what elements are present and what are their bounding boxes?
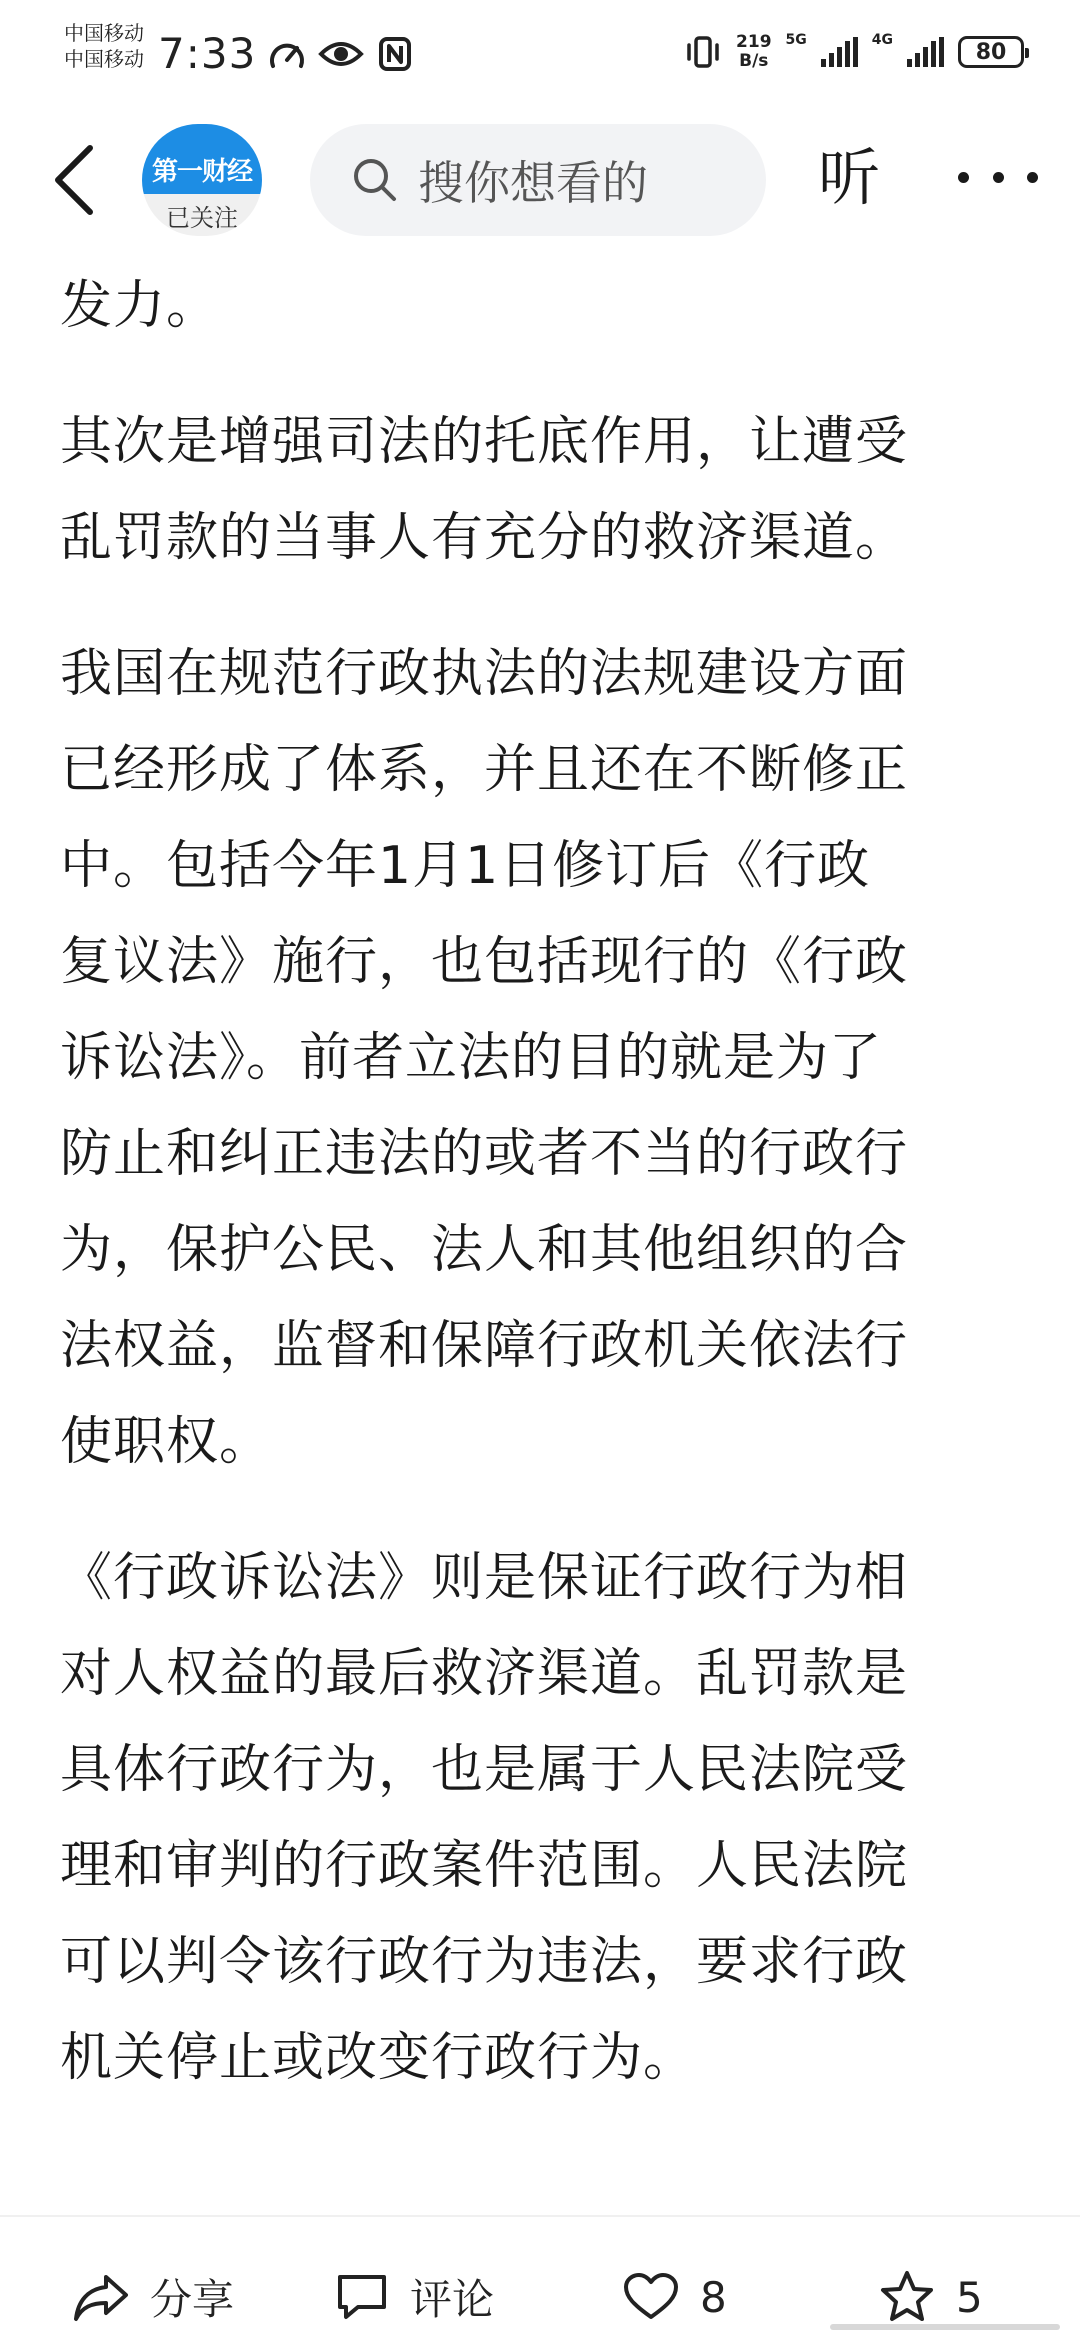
nfc-icon xyxy=(378,36,412,72)
vibrate-icon xyxy=(684,34,722,70)
search-placeholder: 搜你想看的 xyxy=(418,156,648,210)
battery-level: 80 xyxy=(975,39,1007,65)
status-icons-right xyxy=(684,28,1024,76)
article-line: 防止和纠正违法的或者不当的行政行 xyxy=(60,1124,909,1184)
share-icon xyxy=(72,2271,130,2323)
article-line: 对人权益的最后救济渠道。乱罚款是 xyxy=(60,1644,909,1704)
network-speed-value: 219 xyxy=(736,32,772,52)
signal-bars-icon xyxy=(907,37,944,67)
more-options-icon[interactable] xyxy=(958,162,1038,192)
heart-icon xyxy=(622,2271,680,2323)
speed-gauge-icon xyxy=(268,36,306,72)
article-line: 其次是增强司法的托底作用，让遭受 xyxy=(60,412,909,472)
publisher-logo: 第一财经 xyxy=(142,124,262,194)
carrier-info xyxy=(64,20,144,72)
article-paragraph xyxy=(60,394,1030,586)
favorite-button[interactable] xyxy=(878,2267,983,2327)
article-line: 复议法》施行，也包括现行的《行政 xyxy=(60,932,909,992)
status-bar xyxy=(0,0,1080,110)
signal-label-4g: 4G xyxy=(871,32,893,48)
listen-button[interactable]: 听 xyxy=(818,141,881,214)
like-count: 8 xyxy=(700,2272,727,2322)
article-paragraph xyxy=(60,258,1030,354)
article-line: 我国在规范行政执法的法规建设方面 xyxy=(60,644,909,704)
comment-icon xyxy=(334,2271,390,2323)
back-arrow-icon[interactable] xyxy=(44,142,108,218)
article-line: 可以判令该行政行为违法，要求行政 xyxy=(60,1932,909,1992)
article-line: 为，保护公民、法人和其他组织的合 xyxy=(60,1220,909,1280)
eye-icon xyxy=(318,36,364,72)
article-line: 法权益，监督和保障行政机关依法行 xyxy=(60,1316,909,1376)
comment-label: 评论 xyxy=(410,2275,495,2324)
article-line: 机关停止或改变行政行为。 xyxy=(60,2028,697,2088)
article-line: 《行政诉讼法》则是保证行政行为相 xyxy=(60,1548,909,1608)
home-indicator xyxy=(0,2322,1080,2332)
signal-label-5g: 5G xyxy=(785,32,807,48)
article-paragraph xyxy=(60,626,1030,1490)
network-speed xyxy=(736,33,772,71)
star-icon xyxy=(878,2269,936,2325)
publisher-avatar[interactable] xyxy=(142,124,262,236)
article-line: 使职权。 xyxy=(60,1412,273,1472)
article-line: 理和审判的行政案件范围。人民法院 xyxy=(60,1836,909,1896)
article-line: 发力。 xyxy=(60,276,220,336)
article-body xyxy=(60,258,1030,2106)
divider xyxy=(0,2215,1080,2217)
like-button[interactable] xyxy=(622,2267,727,2327)
article-line: 已经形成了体系，并且还在不断修正 xyxy=(60,740,909,800)
article-line: 中。包括今年1月1日修订后《行政 xyxy=(60,836,871,896)
article-paragraph xyxy=(60,1530,1030,2106)
carrier-name-1: 中国移动 xyxy=(64,21,144,45)
carrier-name-2: 中国移动 xyxy=(64,47,144,71)
status-time: 7:33 xyxy=(158,29,257,78)
search-icon xyxy=(350,155,400,205)
article-line: 具体行政行为，也是属于人民法院受 xyxy=(60,1740,909,1800)
network-speed-unit: B/s xyxy=(739,51,769,71)
top-nav-bar xyxy=(0,110,1080,250)
battery-icon xyxy=(958,36,1024,68)
article-line: 乱罚款的当事人有充分的救济渠道。 xyxy=(60,508,909,568)
favorite-count: 5 xyxy=(956,2272,983,2322)
signal-bars-icon xyxy=(821,37,858,67)
article-line: 诉讼法》。前者立法的目的就是为了 xyxy=(60,1028,883,1088)
search-input[interactable] xyxy=(310,124,766,236)
comment-button[interactable] xyxy=(334,2267,494,2327)
followed-badge: 已关注 xyxy=(142,194,262,236)
share-button[interactable] xyxy=(72,2267,234,2327)
share-label: 分享 xyxy=(150,2275,235,2324)
